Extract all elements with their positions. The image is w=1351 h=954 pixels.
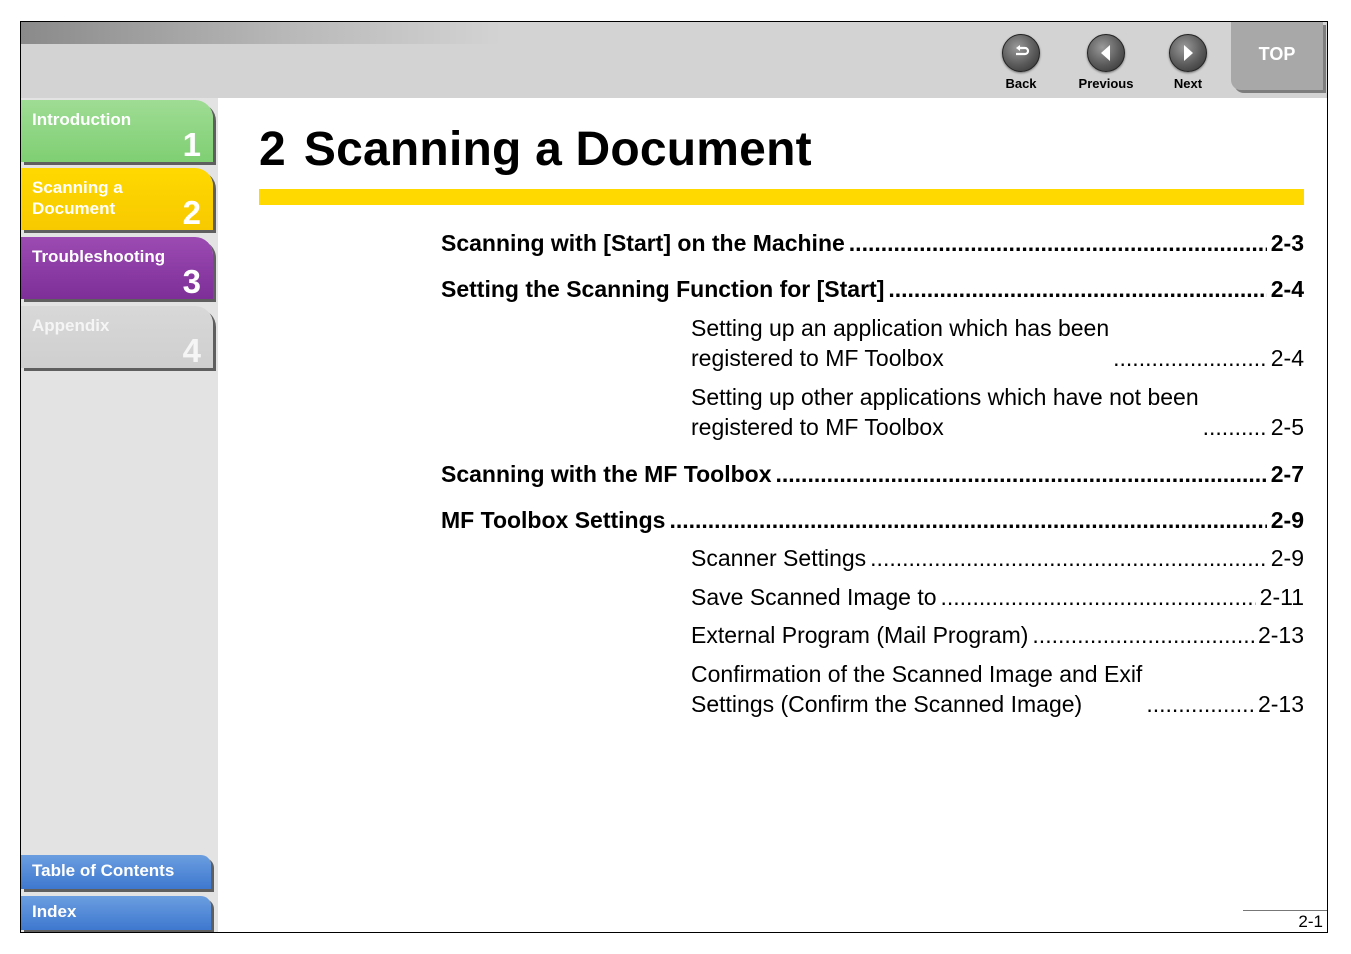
toc-entry-text: MF Toolbox Settings	[441, 507, 666, 533]
tab-label: Introduction	[32, 110, 132, 129]
toc-leader-dots	[1203, 412, 1267, 442]
toc-subentry[interactable]	[691, 382, 1304, 442]
chapter-number: 2	[259, 123, 286, 176]
back-icon	[1002, 34, 1040, 72]
toc-entry-text: Save Scanned Image to	[691, 584, 937, 610]
toc-entry-text: External Program (Mail Program)	[691, 622, 1029, 648]
toc-entry[interactable]	[441, 505, 1304, 535]
sidebar-tab-appendix[interactable]	[21, 306, 213, 368]
toc-entry[interactable]	[441, 274, 1304, 304]
toc-leader-dots	[1146, 689, 1254, 719]
toc-entry-text: Confirmation of the Scanned Image and Exif Settings (Confirm the Scanned Image)	[691, 661, 1143, 717]
tab-number: 2	[182, 194, 201, 231]
toc-subentry[interactable]	[691, 620, 1304, 650]
sidebar-tab-introduction[interactable]	[21, 100, 213, 162]
toc-leader-dots	[669, 505, 1266, 535]
toc-entry-page: 2-13	[1257, 691, 1304, 717]
toc-leader-dots	[1032, 620, 1254, 650]
tab-label: Troubleshooting	[32, 247, 166, 266]
index-button[interactable]	[21, 896, 211, 930]
page-number: 2-1	[1298, 912, 1323, 931]
toc-entry-page: 2-4	[1270, 276, 1304, 302]
toc-entry-page: 2-3	[1270, 230, 1304, 256]
toc-subentry[interactable]	[691, 313, 1304, 373]
tab-number: 4	[182, 332, 201, 369]
top-button[interactable]	[1231, 22, 1323, 90]
next-button[interactable]	[1158, 34, 1218, 91]
footer-rule	[1243, 910, 1327, 911]
previous-button[interactable]	[1076, 34, 1136, 91]
toolbar-gradient-strip	[21, 22, 501, 44]
chapter-title-text: Scanning a Document	[303, 123, 812, 176]
back-label: Back	[1005, 76, 1037, 91]
tab-label: Appendix	[32, 316, 110, 335]
sidebar	[21, 98, 218, 933]
top-toolbar	[21, 22, 1327, 98]
toc-leader-dots	[776, 459, 1267, 489]
toc-entry-page: 2-7	[1270, 461, 1304, 487]
next-arrow-icon	[1169, 34, 1207, 72]
toc-entry-page: 2-9	[1270, 545, 1304, 571]
sidebar-tab-troubleshooting[interactable]	[21, 237, 213, 299]
toc-leader-dots	[888, 274, 1266, 304]
toc-entry[interactable]	[441, 459, 1304, 489]
next-label: Next	[1173, 76, 1203, 91]
toc-label: Table of Contents	[32, 861, 175, 880]
tab-number: 3	[182, 263, 201, 300]
toc-entry-text: Setting up other applications which have not been registered to MF Toolbox	[691, 384, 1199, 440]
toc-entry-page: 2-4	[1270, 345, 1304, 371]
toc-subentry[interactable]	[691, 543, 1304, 573]
sidebar-tab-scanning-a-document[interactable]	[21, 168, 213, 230]
toc-entry-page: 2-13	[1257, 622, 1304, 648]
toc-entry-page: 2-9	[1270, 507, 1304, 533]
toc-leader-dots	[870, 543, 1267, 573]
toc-entry-text: Scanning with [Start] on the Machine	[441, 230, 845, 256]
toc-entry-text: Setting the Scanning Function for [Start]	[441, 276, 885, 302]
previous-label: Previous	[1078, 76, 1134, 91]
tab-label: Scanning a Document	[32, 178, 123, 218]
toc-entry-text: Setting up an application which has been registered to MF Toolbox	[691, 315, 1110, 371]
toc-entry-text: Scanning with the MF Toolbox	[441, 461, 772, 487]
toc-leader-dots	[1113, 343, 1267, 373]
table-of-contents-button[interactable]	[21, 855, 211, 889]
title-underline-bar	[259, 189, 1304, 205]
index-label: Index	[32, 902, 77, 921]
tab-number: 1	[182, 126, 201, 163]
toc-entry-page: 2-11	[1259, 584, 1304, 610]
chapter-title	[259, 122, 812, 177]
toc-entry-page: 2-5	[1270, 414, 1304, 440]
page-frame	[20, 21, 1328, 933]
back-button[interactable]	[991, 34, 1051, 91]
toc-subentry[interactable]	[691, 659, 1304, 719]
toc-entry-text: Scanner Settings	[691, 545, 867, 571]
toc-entry[interactable]	[441, 228, 1304, 258]
toc-subentry[interactable]	[691, 582, 1304, 612]
toc-leader-dots	[849, 228, 1267, 258]
toc-leader-dots	[941, 582, 1256, 612]
top-label: TOP	[1258, 44, 1296, 64]
previous-arrow-icon	[1087, 34, 1125, 72]
